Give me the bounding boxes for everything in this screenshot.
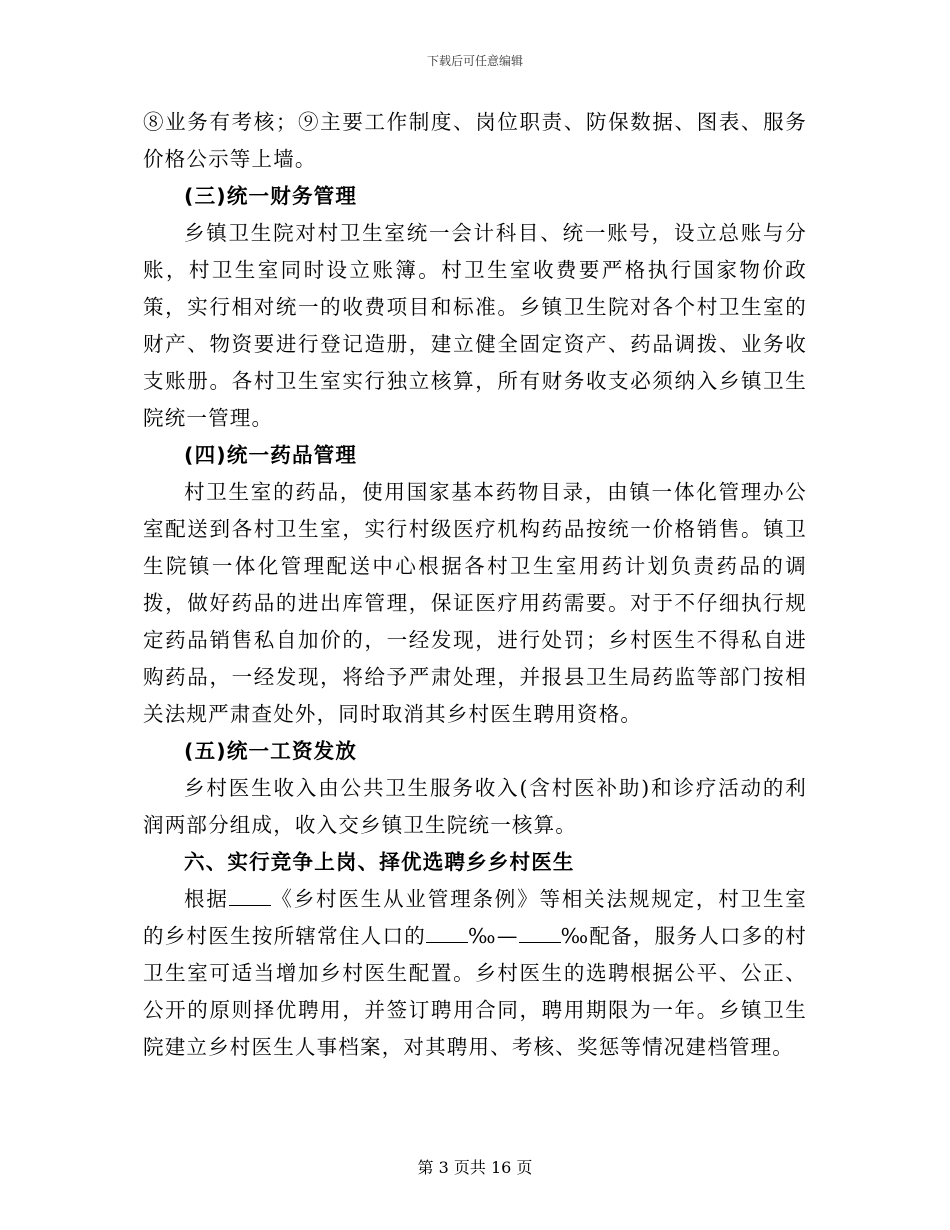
paragraph-salary-payment: 乡村医生收入由公共卫生服务收入(含村医补助)和诊疗活动的利润两部分组成，收入交乡镇卫生院统一核算。 <box>143 776 807 837</box>
paragraph-intro: ⑧业务有考核；⑨主要工作制度、岗位职责、防保数据、图表、服务价格公示等上墙。 <box>143 110 807 171</box>
document-body <box>143 104 807 1066</box>
paragraph-competitive-recruitment <box>143 881 807 1066</box>
blank-line <box>426 922 468 943</box>
text-segment: ‰— <box>467 924 519 948</box>
blank-line <box>229 885 271 906</box>
paragraph-drug-management: 村卫生室的药品，使用国家基本药物目录，由镇一体化管理办公室配送到各村卫生室，实行村级医疗机构药品按统一价格销售。镇卫生院镇一体化管理配送中心根据各村卫生室用药计划负责药品的调拨，做好药品的进出库管理，保证医疗用药需要。对于不仔细执行规定药品销售私自加价的，一经发现，进行处罚；乡村医生不得私自进购药品，一经发现，将给予严肃处理，并报县卫生局药监等部门按相关法规严肃查处外，同时取消其乡村医生聘用资格。 <box>143 480 807 726</box>
blank-line <box>519 922 561 943</box>
text-segment: ‰配备，服务人口多的村卫生室可适当增加乡村医生配置。乡村医生的选聘根据公平、公正、公开的原则择优聘用，并签订聘用合同，聘用期限为一年。乡镇卫生院建立乡村医生人事档案，对其聘用、考核、奖惩等情况建档管理。 <box>143 924 807 1059</box>
heading-finance-management: (三)统一财务管理 <box>184 184 358 208</box>
heading-competitive-recruitment: 六、实行竞争上岗、择优选聘乡乡村医生 <box>184 850 575 874</box>
paragraph-finance-management: 乡镇卫生院对村卫生室统一会计科目、统一账号，设立总账与分账，村卫生室同时设立账簿。村卫生室收费要严格执行国家物价政策，实行相对统一的收费项目和标准。乡镇卫生院对各个村卫生室的财产、物资要进行登记造册，建立健全固定资产、药品调拨、业务收支账册。各村卫生室实行独立核算，所有财务收支必须纳入乡镇卫生院统一管理。 <box>143 221 807 430</box>
text-segment: 根据 <box>184 887 229 911</box>
heading-drug-management: (四)统一药品管理 <box>184 443 358 467</box>
heading-salary-payment: (五)统一工资发放 <box>184 739 358 763</box>
page-header: 下载后可任意编辑 <box>426 54 523 68</box>
text-segment: 《乡村医生从业管理条例》等相关法规规定，村卫生室的乡村医生按所辖常住人口的 <box>143 887 807 948</box>
page-footer: 第 3 页共 16 页 <box>417 1158 533 1177</box>
